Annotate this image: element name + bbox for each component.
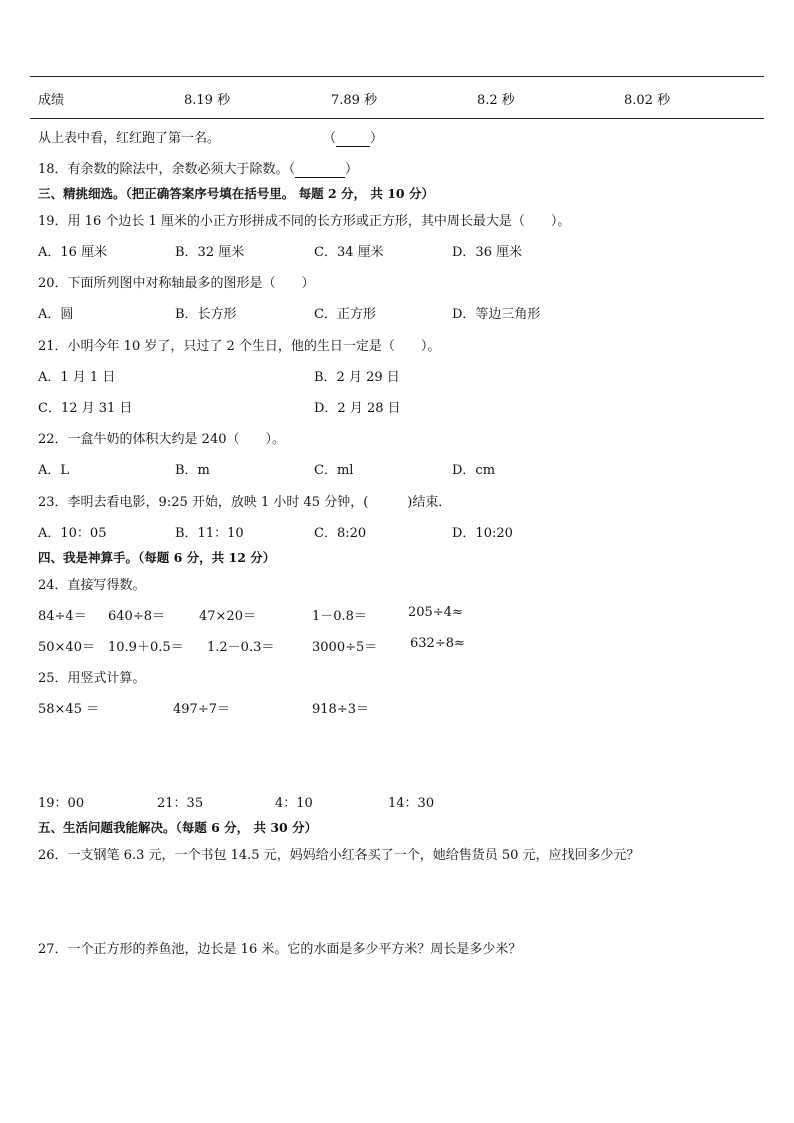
question-26: 26．一支钢笔 6.3 元，一个书包 14.5 元，妈妈给小红各买了一个，她给售货员 50 元，应找回多少元？ bbox=[38, 848, 640, 863]
q24-item: 1.2－0.3＝ bbox=[207, 640, 275, 655]
question-25: 25．用竖式计算。 bbox=[38, 671, 146, 686]
q20-option-c: C．正方形 bbox=[314, 307, 376, 322]
q24-item: 3000÷5＝ bbox=[312, 640, 378, 655]
question-text: 18．有余数的除法中，余数必须大于除数。（ bbox=[38, 162, 296, 177]
q24-item: 84÷4＝ bbox=[38, 609, 87, 624]
q21-option-a: A．1 月 1 日 bbox=[38, 370, 116, 385]
q23-option-b: B．11：10 bbox=[175, 526, 244, 541]
q21-option-b: B．2 月 29 日 bbox=[314, 370, 400, 385]
q23-option-c: C．8:20 bbox=[314, 526, 367, 541]
question-18: 18．有余数的除法中，余数必须大于除数。（ ） bbox=[38, 162, 359, 177]
table-top-rule bbox=[30, 76, 764, 77]
answer-blank[interactable] bbox=[336, 131, 370, 147]
table-label: 成绩 bbox=[38, 93, 65, 108]
q25-item: 58×45 ＝ bbox=[38, 702, 100, 717]
answer-blank[interactable] bbox=[295, 162, 345, 178]
question-19: 19．用 16 个边长 1 厘米的小正方形拼成不同的长方形或正方形，其中周长最大是（ ）。 bbox=[38, 214, 571, 229]
q23-option-d: D．10:20 bbox=[452, 526, 513, 541]
q24-item: 50×40＝ bbox=[38, 640, 95, 655]
q24-item: 632÷8≈ bbox=[410, 636, 465, 651]
q25-item: 918÷3＝ bbox=[312, 702, 369, 717]
table-value-2: 7.89 秒 bbox=[331, 93, 378, 108]
q22-option-b: B．m bbox=[175, 463, 210, 478]
q19-option-d: D．36 厘米 bbox=[452, 245, 523, 260]
question-22: 22．一盒牛奶的体积大约是 240（ ）。 bbox=[38, 432, 285, 447]
q21-option-c: C．12 月 31 日 bbox=[38, 401, 133, 416]
question-21: 21．小明今年 10 岁了，只过了 2 个生日，他的生日一定是（ ）。 bbox=[38, 339, 441, 354]
question-24: 24．直接写得数。 bbox=[38, 578, 146, 593]
q19-option-b: B．32 厘米 bbox=[175, 245, 245, 260]
time-item: 19：00 bbox=[38, 796, 85, 811]
question-table-judge bbox=[38, 127, 220, 146]
q20-option-a: A．圆 bbox=[38, 307, 74, 322]
table-value-4: 8.02 秒 bbox=[624, 93, 671, 108]
q20-option-b: B．长方形 bbox=[175, 307, 237, 322]
question-27: 27．一个正方形的养鱼池，边长是 16 米。它的水面是多少平方米？周长是多少米？ bbox=[38, 942, 522, 957]
q25-item: 497÷7＝ bbox=[173, 702, 230, 717]
section-3-title: 三、精挑细选。（把正确答案序号填在括号里。 每题 2 分， 共 10 分） bbox=[38, 186, 434, 201]
time-item: 14：30 bbox=[388, 796, 435, 811]
q24-item: 640÷8＝ bbox=[108, 609, 165, 624]
q19-option-c: C．34 厘米 bbox=[314, 245, 384, 260]
q22-option-a: A．L bbox=[38, 463, 70, 478]
section-5-title: 五、生活问题我能解决。（每题 6 分， 共 30 分） bbox=[38, 820, 318, 835]
question-text: 从上表中看，红红跑了第一名。 bbox=[38, 131, 221, 146]
q24-item: 10.9＋0.5＝ bbox=[108, 640, 184, 655]
q21-option-d: D．2 月 28 日 bbox=[314, 401, 401, 416]
q24-item: 1－0.8＝ bbox=[312, 609, 367, 624]
table-value-3: 8.2 秒 bbox=[477, 93, 515, 108]
q24-item: 47×20＝ bbox=[199, 609, 256, 624]
question-23: 23．李明去看电影，9:25 开始，放映 1 小时 45 分钟，( )结束． bbox=[38, 495, 452, 510]
section-4-title: 四、我是神算手。（每题 6 分，共 12 分） bbox=[38, 550, 276, 565]
table-value-1: 8.19 秒 bbox=[184, 93, 231, 108]
q19-option-a: A．16 厘米 bbox=[38, 245, 108, 260]
time-item: 4：10 bbox=[275, 796, 313, 811]
answer-bracket: （ ） bbox=[323, 131, 384, 146]
q22-option-c: C．ml bbox=[314, 463, 354, 478]
q20-option-d: D．等边三角形 bbox=[452, 307, 541, 322]
question-20: 20．下面所列图中对称轴最多的图形是（ ） bbox=[38, 276, 315, 291]
q24-item: 205÷4≈ bbox=[408, 605, 463, 620]
q23-option-a: A．10：05 bbox=[38, 526, 107, 541]
time-item: 21：35 bbox=[157, 796, 204, 811]
q22-option-d: D．cm bbox=[452, 463, 496, 478]
table-bottom-rule bbox=[30, 118, 764, 119]
